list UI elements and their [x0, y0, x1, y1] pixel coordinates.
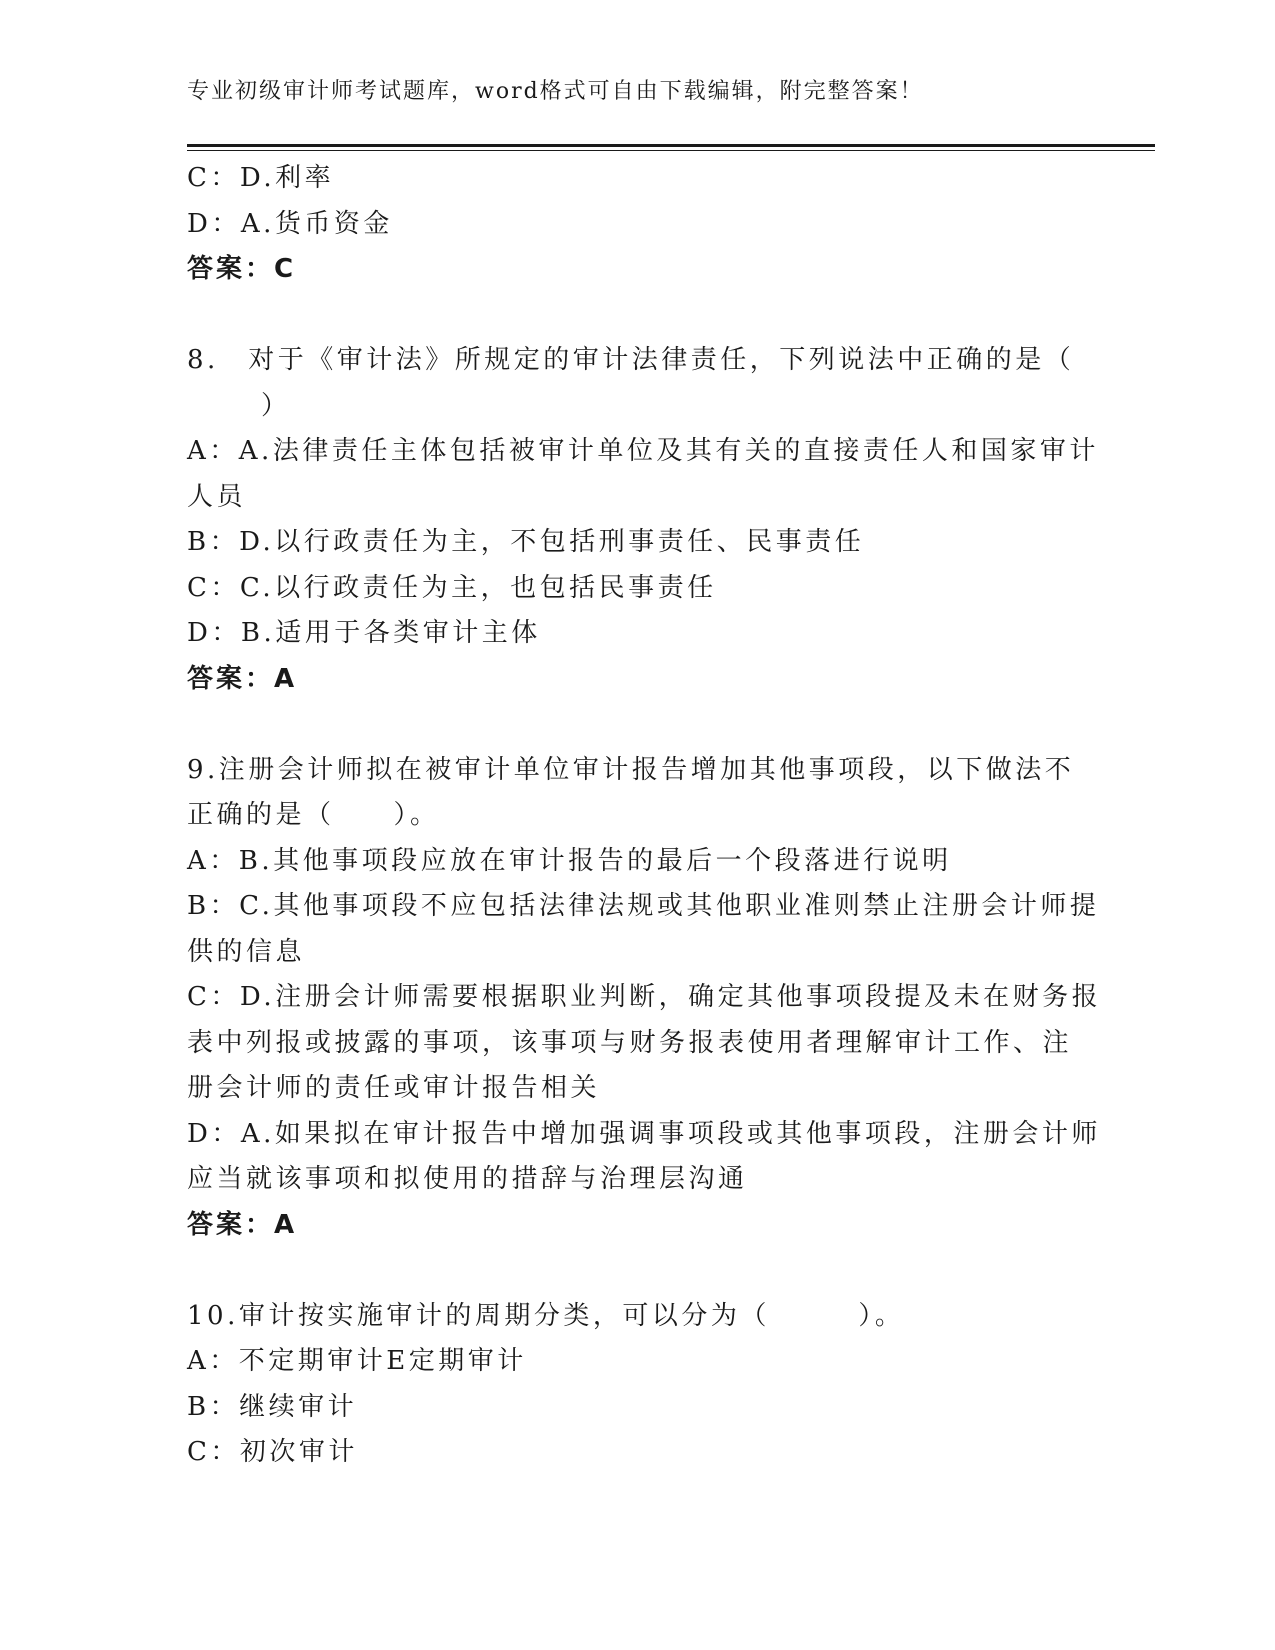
- option-d-continued: 应当就该事项和拟使用的措辞与治理层沟通: [187, 1164, 748, 1194]
- question-stem-continued: 正确的是（ ）。: [187, 800, 440, 830]
- option-c: C：初次审计: [187, 1437, 358, 1467]
- option-a: A：A.法律责任主体包括被审计单位及其有关的直接责任人和国家审计: [187, 436, 1099, 466]
- option-d: D：B.适用于各类审计主体: [187, 618, 541, 648]
- option-c-continued: 册会计师的责任或审计报告相关: [187, 1073, 601, 1103]
- option-d: D：A.如果拟在审计报告中增加强调事项段或其他事项段，注册会计师: [187, 1118, 1101, 1149]
- question-stem: 9.注册会计师拟在被审计单位审计报告增加其他事项段，以下做法不: [187, 754, 1075, 785]
- option-d: D：A.货币资金: [187, 208, 393, 239]
- answer-label: 答案：C: [187, 254, 297, 284]
- answer-label: 答案：A: [187, 1209, 298, 1240]
- page-header: 专业初级审计师考试题库，word格式可自由下载编辑，附完整答案！: [187, 79, 924, 104]
- question-stem-continued: ）: [261, 390, 291, 421]
- option-b: B：D.以行政责任为主，不包括刑事责任、民事责任: [187, 527, 865, 557]
- option-b-continued: 供的信息: [187, 936, 306, 967]
- spacer: [187, 293, 1077, 339]
- option-c: C：C.以行政责任为主，也包括民事责任: [187, 572, 717, 603]
- spacer: [187, 702, 1077, 748]
- header-rule-thick: [187, 144, 1155, 147]
- option-c-continued: 表中列报或披露的事项，该事项与财务报表使用者理解审计工作、注: [187, 1027, 1073, 1058]
- question-stem: 10.审计按实施审计的周期分类，可以分为（ ）。: [187, 1300, 905, 1331]
- question-8: [187, 338, 1099, 702]
- option-a: A：B.其他事项段应放在审计报告的最后一个段落进行说明: [187, 845, 952, 876]
- option-a: A：不定期审计E定期审计: [187, 1346, 527, 1376]
- header-rule-thin: [187, 150, 1155, 151]
- option-a-continued: 人员: [187, 481, 247, 512]
- prev-question: [187, 156, 1077, 293]
- option-c: C：D.利率: [187, 163, 335, 193]
- option-b: B：继续审计: [187, 1391, 358, 1422]
- question-10: [187, 1294, 1077, 1476]
- answer-label: 答案：A: [187, 663, 298, 694]
- spacer: [187, 1248, 1077, 1294]
- option-c: C：D.注册会计师需要根据职业判断，确定其他事项段提及未在财务报: [187, 982, 1102, 1012]
- option-b: B：C.其他事项段不应包括法律法规或其他职业准则禁止注册会计师提: [187, 891, 1100, 921]
- question-9: [187, 748, 1102, 1249]
- question-stem: 8. 对于《审计法》所规定的审计法律责任，下列说法中正确的是（: [187, 345, 1075, 375]
- question-content: [187, 156, 1102, 1476]
